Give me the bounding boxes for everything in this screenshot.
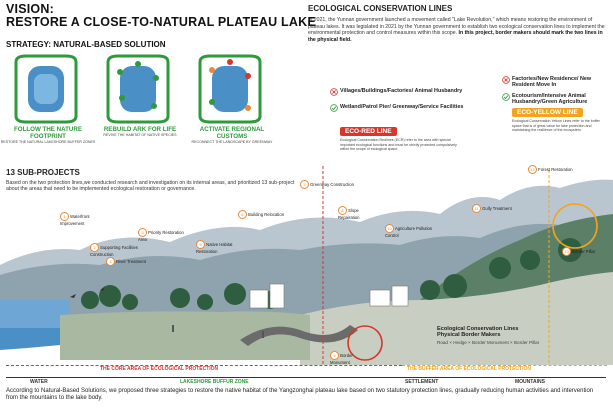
subprojects-heading: 13 SUB-PROJECTS [6, 168, 80, 177]
subproject-num: 6 [238, 210, 247, 219]
eco-heading: ECOLOGICAL CONSERVATION LINES [308, 4, 453, 13]
allowed-icon [330, 104, 338, 112]
subproject-label-13 [562, 247, 610, 256]
subproject-num: 3 [138, 228, 147, 237]
subproject-label-5 [196, 240, 246, 254]
red-allowed-text: Wetland/Patrol Pier/ Greenway/Service Facilities [340, 104, 464, 110]
subproject-num: 12 [528, 165, 537, 174]
zone-water: WATER [30, 379, 48, 385]
subproject-label-8 [338, 206, 378, 220]
subproject-num: 5 [196, 240, 205, 249]
subproject-num: 2 [90, 243, 99, 252]
vision-title: RESTORE A CLOSE-TO-NATURAL PLATEAU LAKE [6, 15, 316, 29]
strategy-item-title: ACTIVATE REGIONAL CUSTOMS [199, 126, 265, 140]
border-makers-title1: Ecological Conservation Lines [437, 326, 519, 332]
yellow-allowed-text: Ecotourism/Intensive Animal Husbandry/Green Agriculture [512, 93, 588, 106]
yellow-prohibited-text: Factories/New Residence/ New Resident Move In [512, 76, 592, 89]
subproject-num: 7 [300, 180, 309, 189]
eco-description [308, 17, 606, 43]
subprojects-description: Based on the two protection lines,we conducted research and investigation on its internal areas, and prioritized 13 sub-project about the areas that need to be implemented ecological restoration or governance. [6, 180, 295, 193]
strategy-heading: STRATEGY: NATURAL-BASED SOLUTION [6, 40, 166, 49]
strategy-icons [6, 52, 276, 130]
subproject-label-2 [90, 243, 140, 257]
buffer-area-label: THE BUFFER AREA OF ECOLOGICAL PROTECTION [407, 366, 531, 372]
strategy-item-subtitle: RECONNECT THE LANDSCAPE BY GREENWAY [191, 140, 273, 144]
border-makers-title2: Physical Border Makers [437, 332, 501, 338]
strategy-item-2 [92, 126, 188, 138]
subproject-text: Border Monument [330, 353, 353, 365]
subproject-text: Supporting Facilities Construction [90, 245, 138, 257]
subproject-num: 8 [338, 206, 347, 215]
prohibited-icon [330, 88, 338, 96]
subproject-num: 1 [60, 212, 69, 221]
zone-settlement: SETTLEMENT [405, 379, 439, 385]
prohibited-icon [502, 76, 510, 84]
subproject-text: Border Pillar [572, 249, 596, 254]
subproject-num: 10 [385, 224, 394, 233]
eco-yellow-line-text: Ecological Conservation Yellow Lines refer to the buffer space that is of great value for lake protection and maintaining the resilience of the ecosystem. [512, 119, 600, 133]
subproject-label-7 [300, 180, 370, 189]
subproject-label-9 [330, 351, 370, 365]
subproject-text: Greenway Construction [310, 182, 354, 187]
core-area-label: THE CORE AREA OF ECOLOGICAL PROTECTION [100, 366, 219, 372]
vision-heading [6, 3, 316, 29]
subproject-text: Priority Restoration Area [138, 230, 184, 242]
yellow-line-prohibited [512, 76, 608, 89]
strategy-item-1 [0, 126, 96, 145]
zone-mountains: MOUNTAINS [515, 379, 545, 385]
subproject-text: Forest Restoration [538, 167, 573, 172]
zone-divider [6, 377, 606, 378]
bottom-caption: According to Natural-Based Solutions, we proposed three strategies to restore the native habitat of the Yangzonghai plateau lake based on two statutory protection lines, gradually reducing human activities and intervention from the mountains to the lake body. [6, 388, 594, 402]
subproject-text: Agriculture Pollution Control [385, 226, 433, 238]
red-line-allowed [340, 104, 470, 110]
strategy-item-subtitle: REVIVE THE HABITAT OF NATIVE SPECIES [103, 133, 177, 137]
subproject-label-3 [138, 228, 188, 242]
subproject-label-11 [472, 204, 527, 213]
allowed-icon [502, 93, 510, 101]
eco-description-text: In 2021, the Yunnan government launched a movement called "Lake Revolution," which means restoring the environment of plateau lakes. It was legislated in 2021 by the Yunnan government to establish two ecological conservation lines to implement the environmental protection and control measures within this scope. [308, 17, 605, 36]
subproject-num: 13 [562, 247, 571, 256]
strategy-item-title: REBUILD ARK FOR LIFE [103, 126, 177, 133]
vision-label: VISION: [6, 2, 54, 16]
subproject-label-10 [385, 224, 440, 238]
subproject-text: Native Habitat Restoration [196, 242, 233, 254]
strategy-item-3 [184, 126, 280, 145]
subproject-label-4 [106, 257, 156, 266]
subproject-text: Slope Repairation [338, 208, 360, 220]
subproject-num: 4 [106, 257, 115, 266]
strategy-item-title: FOLLOW THE NATURE FOOTPRINT [14, 126, 82, 140]
yellow-line-allowed [512, 93, 612, 106]
subproject-num: 9 [330, 351, 339, 360]
subproject-text: River Treatment [116, 259, 146, 264]
red-prohibited-text: Villages/Buildings/Factories/ Animal Husbandry [340, 88, 463, 94]
subproject-label-1 [60, 212, 100, 226]
red-line-prohibited [340, 88, 470, 94]
subproject-num: 11 [472, 204, 481, 213]
subproject-text: Gully Treatment [482, 206, 512, 211]
ark-icon [108, 56, 168, 122]
subproject-label-12 [528, 165, 588, 174]
border-makers-list: Road × Hedge × Border Monument × Border Pillar [437, 340, 540, 345]
regional-customs-icon [200, 56, 260, 122]
nature-footprint-icon [16, 56, 76, 122]
border-makers-note [437, 326, 607, 345]
subproject-text: Waterfront Improvement [60, 214, 90, 226]
zone-lakeshore: LAKESHORE BUFFUR ZONE [180, 379, 249, 385]
eco-red-line-tag: ECO-RED LINE [340, 127, 397, 136]
eco-description-bold: In this project, border makers should mark the two lines in the physical field. [308, 30, 603, 43]
eco-red-line-text: Ecological Conservation Redlines (ECR) refer to the area with special important ecological functions and must be strictly protected compulsively within the scope of ecological space. [340, 138, 457, 152]
eco-yellow-line-tag: ECO-YELLOW LINE [512, 108, 583, 117]
subproject-text: Building Relocation [248, 212, 285, 217]
strategy-item-subtitle: RESTORE THE NATURAL LAKESHORE BUFFER ZONES [0, 140, 96, 144]
subproject-label-6 [238, 210, 298, 219]
